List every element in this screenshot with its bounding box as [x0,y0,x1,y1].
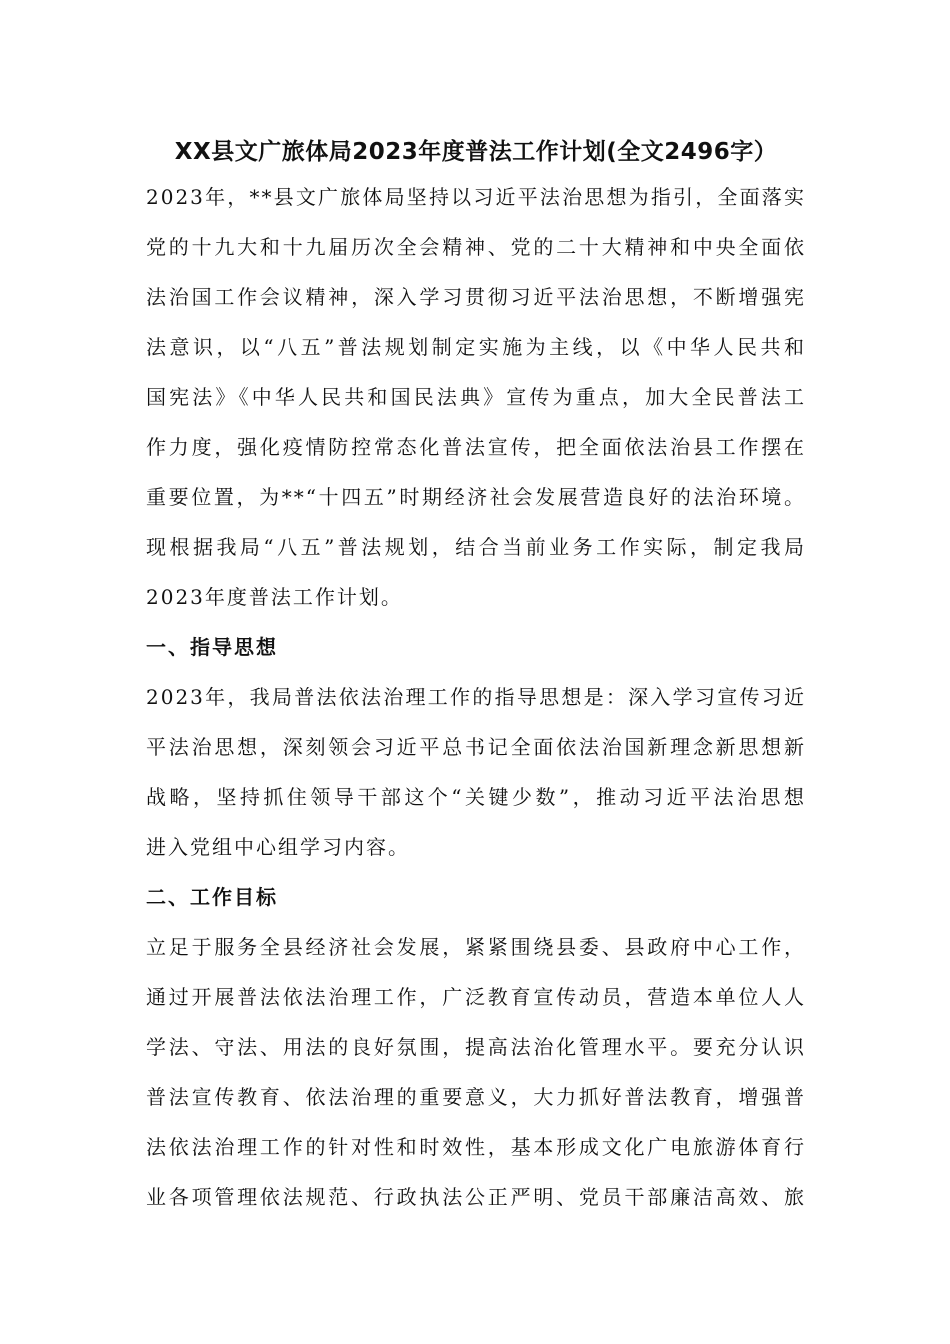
text-line: 2023年，我局普法依法治理工作的指导思想是：深入学习宣传习近 [146,685,806,709]
text-line: 业各项管理依法规范、行政执法公正严明、党员干部廉洁高效、旅 [146,1185,806,1209]
intro-paragraph [146,172,806,622]
text-line: 作力度，强化疫情防控常态化普法宣传，把全面依法治县工作摆在 [146,435,806,459]
section-heading-guiding-thought: 一、指导思想 [146,635,278,659]
section-work-goals-paragraph [146,922,806,1222]
text-line: 国宪法》《中华人民共和国民法典》宣传为重点，加大全民普法工 [146,385,806,409]
document-page [146,132,806,1222]
text-line: 进入党组中心组学习内容。 [146,835,410,859]
text-line: 平法治思想，深刻领会习近平总书记全面依法治国新理念新思想新 [146,735,806,759]
text-line: 党的十九大和十九届历次全会精神、党的二十大精神和中央全面依 [146,235,806,259]
section-heading-work-goals: 二、工作目标 [146,885,278,909]
document-title: XX县文广旅体局2023年度普法工作计划(全文2496字） [174,139,778,165]
text-line: 现根据我局“八五”普法规划，结合当前业务工作实际，制定我局 [146,535,806,559]
section-guiding-thought-paragraph [146,672,806,872]
text-line: 通过开展普法依法治理工作，广泛教育宣传动员，营造本单位人人 [146,985,806,1009]
text-line: 立足于服务全县经济社会发展，紧紧围绕县委、县政府中心工作， [146,935,806,959]
text-line: 重要位置，为**“十四五”时期经济社会发展营造良好的法治环境。 [146,485,806,509]
text-line: 2023年，**县文广旅体局坚持以习近平法治思想为指引，全面落实 [146,185,806,209]
text-line: 法治国工作会议精神，深入学习贯彻习近平法治思想，不断增强宪 [146,285,806,309]
text-line: 战略，坚持抓住领导干部这个“关键少数”，推动习近平法治思想 [146,785,806,809]
text-line: 2023年度普法工作计划。 [146,585,403,609]
text-line: 学法、守法、用法的良好氛围，提高法治化管理水平。要充分认识 [146,1035,806,1059]
text-line: 法意识，以“八五”普法规划制定实施为主线，以《中华人民共和 [146,335,806,359]
text-line: 法依法治理工作的针对性和时效性，基本形成文化广电旅游体育行 [146,1135,806,1159]
text-line: 普法宣传教育、依法治理的重要意义，大力抓好普法教育，增强普 [146,1085,806,1109]
